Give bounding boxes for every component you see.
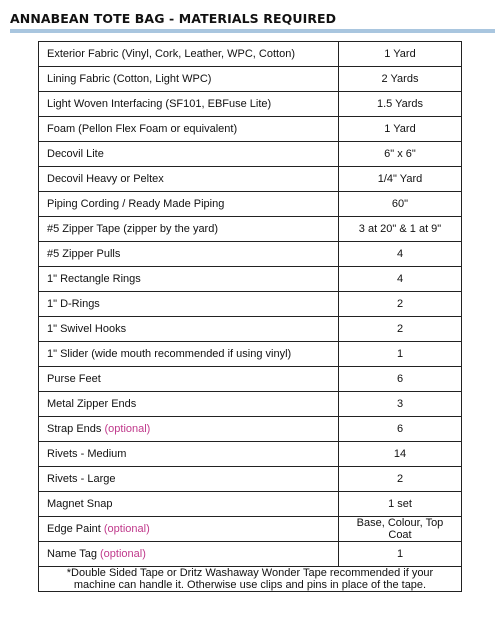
table-row (39, 442, 462, 467)
table-row (39, 542, 462, 567)
material-name: Decovil Lite (47, 148, 104, 160)
material-name-cell (39, 92, 339, 117)
material-quantity: 1 (339, 542, 462, 567)
material-name-cell (39, 317, 339, 342)
table-row (39, 42, 462, 67)
material-name-cell (39, 367, 339, 392)
material-name: Edge Paint (47, 523, 101, 535)
materials-table (38, 41, 462, 592)
material-name: 1" Slider (wide mouth recommended if using vinyl) (47, 348, 292, 360)
material-quantity: 1 set (339, 492, 462, 517)
material-name-cell (39, 142, 339, 167)
table-row (39, 317, 462, 342)
table-row (39, 292, 462, 317)
material-name: #5 Zipper Pulls (47, 248, 121, 260)
material-quantity: 6" x 6" (339, 142, 462, 167)
material-quantity: 2 (339, 317, 462, 342)
material-name: Exterior Fabric (Vinyl, Cork, Leather, WPC, Cotton) (47, 48, 295, 60)
table-row (39, 492, 462, 517)
material-name-cell (39, 292, 339, 317)
material-name: #5 Zipper Tape (zipper by the yard) (47, 223, 218, 235)
material-name-cell (39, 117, 339, 142)
material-quantity: 4 (339, 267, 462, 292)
material-name: Decovil Heavy or Peltex (47, 173, 164, 185)
material-name-cell (39, 167, 339, 192)
material-name-cell (39, 517, 339, 542)
table-row (39, 417, 462, 442)
material-quantity: 2 (339, 467, 462, 492)
material-name: 1" Swivel Hooks (47, 323, 127, 335)
material-name: Rivets - Large (47, 473, 116, 485)
table-row (39, 392, 462, 417)
material-quantity: 1 (339, 342, 462, 367)
material-name-cell (39, 342, 339, 367)
optional-tag: (optional) (100, 548, 146, 560)
table-row (39, 467, 462, 492)
table-row (39, 367, 462, 392)
material-quantity: 1 Yard (339, 117, 462, 142)
material-quantity: 2 Yards (339, 67, 462, 92)
material-name-cell (39, 542, 339, 567)
material-name: Rivets - Medium (47, 448, 127, 460)
table-row (39, 217, 462, 242)
material-name: Purse Feet (47, 373, 101, 385)
material-quantity: 4 (339, 242, 462, 267)
material-name-cell (39, 242, 339, 267)
material-name: 1" Rectangle Rings (47, 273, 141, 285)
material-name: Magnet Snap (47, 498, 113, 510)
header (10, 12, 495, 33)
material-quantity: 6 (339, 417, 462, 442)
material-name-cell (39, 217, 339, 242)
material-quantity: Base, Colour, Top Coat (339, 517, 462, 542)
material-name-cell (39, 442, 339, 467)
material-quantity: 1/4" Yard (339, 167, 462, 192)
material-name-cell (39, 467, 339, 492)
table-row (39, 167, 462, 192)
note-row (39, 567, 462, 592)
material-name-cell (39, 267, 339, 292)
table-row (39, 142, 462, 167)
table-row (39, 517, 462, 542)
material-name-cell (39, 67, 339, 92)
note-text: *Double Sided Tape or Dritz Washaway Wonder Tape recommended if your machine can handle it. Otherwise use clips and pins in place of the tape. (39, 567, 462, 592)
material-name-cell (39, 492, 339, 517)
optional-tag: (optional) (104, 423, 151, 435)
material-name-cell (39, 392, 339, 417)
material-name: Metal Zipper Ends (47, 398, 137, 410)
table-row (39, 67, 462, 92)
material-quantity: 1 Yard (339, 42, 462, 67)
page-title: ANNABEAN TOTE BAG - MATERIALS REQUIRED (10, 11, 337, 26)
material-quantity: 2 (339, 292, 462, 317)
material-name-cell (39, 417, 339, 442)
material-name-cell (39, 42, 339, 67)
title-underline (10, 29, 495, 33)
material-name: Foam (Pellon Flex Foam or equivalent) (47, 123, 238, 135)
table-row (39, 342, 462, 367)
optional-tag: (optional) (103, 523, 150, 535)
material-name: Light Woven Interfacing (SF101, EBFuse Lite) (47, 98, 272, 110)
material-name: Piping Cording / Ready Made Piping (47, 198, 225, 210)
table-row (39, 242, 462, 267)
material-name: Lining Fabric (Cotton, Light WPC) (47, 73, 212, 85)
material-quantity: 14 (339, 442, 462, 467)
material-quantity: 3 at 20" & 1 at 9" (339, 217, 462, 242)
material-name-cell (39, 192, 339, 217)
material-name: 1" D-Rings (47, 298, 100, 310)
material-quantity: 60" (339, 192, 462, 217)
material-quantity: 6 (339, 367, 462, 392)
table-row (39, 92, 462, 117)
table-row (39, 267, 462, 292)
material-quantity: 1.5 Yards (339, 92, 462, 117)
material-quantity: 3 (339, 392, 462, 417)
material-name: Name Tag (47, 548, 97, 560)
table-row (39, 117, 462, 142)
table-row (39, 192, 462, 217)
material-name: Strap Ends (47, 423, 102, 435)
